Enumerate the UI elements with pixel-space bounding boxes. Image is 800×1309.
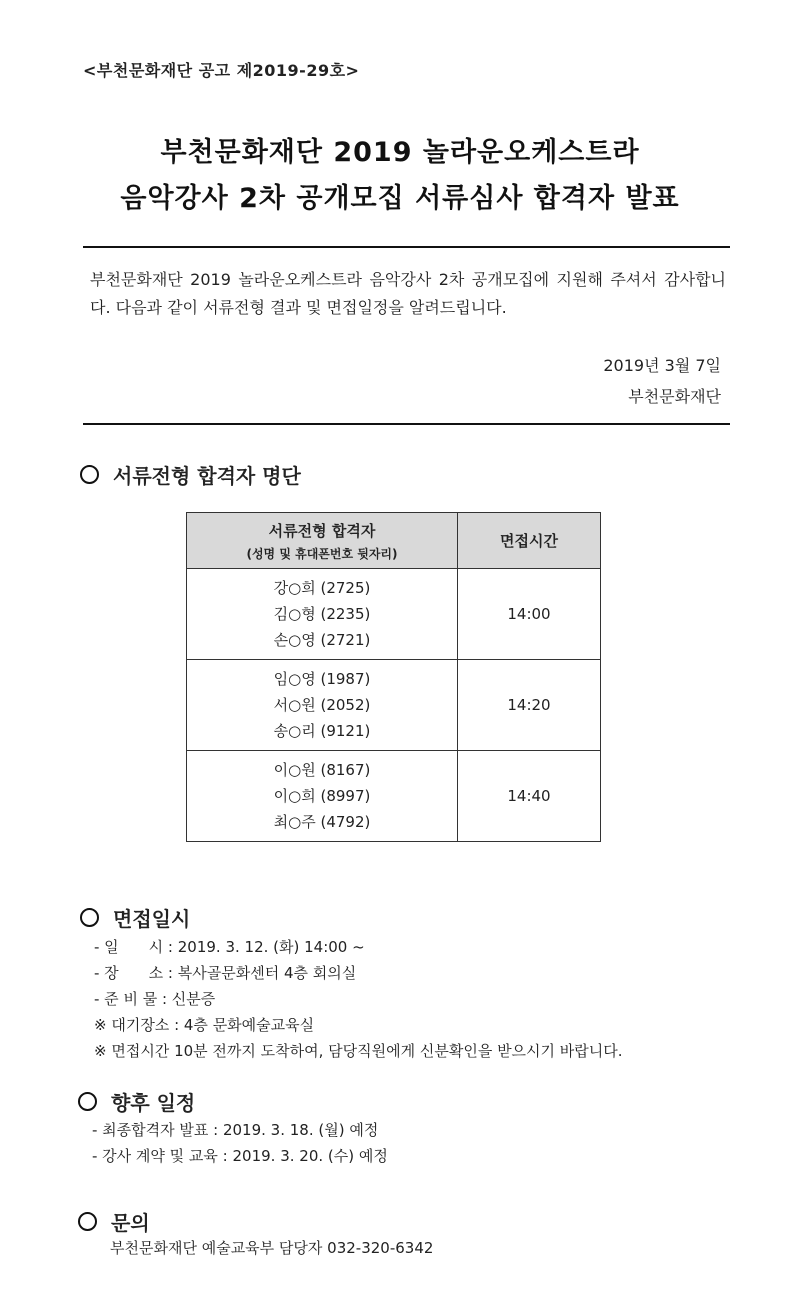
- interview-date: - 일 시 : 2019. 3. 12. (화) 14:00 ~: [94, 938, 365, 956]
- section-title: 향후 일정: [111, 1091, 196, 1115]
- circle-bullet-icon: [80, 465, 99, 484]
- passer-name: 이○원 (8167): [273, 761, 371, 779]
- interview-time-cell: 14:00: [458, 569, 601, 660]
- passer-names-cell: [187, 569, 458, 660]
- interview-place: - 장 소 : 복사골문화센터 4층 회의실: [94, 964, 357, 982]
- header-passer-label: 서류전형 합격자: [268, 521, 376, 540]
- passer-name: 이○희 (8997): [273, 787, 371, 805]
- header-interview-time: [458, 513, 601, 569]
- header-passer-sublabel: (성명 및 휴대폰번호 뒷자리): [246, 546, 398, 561]
- notice-number: <부천문화재단 공고 제2019-29호>: [83, 61, 360, 80]
- page-title-line-2: 음악강사 2차 공개모집 서류심사 합격자 발표: [120, 183, 680, 214]
- passer-names-cell: [187, 751, 458, 842]
- section-passer-list: [80, 460, 301, 489]
- organization-name: 부천문화재단: [628, 387, 721, 406]
- page-title-line-1: 부천문화재단 2019 놀라운오케스트라: [160, 137, 640, 168]
- passer-name: 강○희 (2725): [273, 579, 371, 597]
- section-title: 문의: [111, 1211, 150, 1235]
- header-time-label: 면접시간: [500, 532, 558, 550]
- table-row: [187, 751, 601, 842]
- section-interview: [80, 903, 190, 932]
- passer-name: 손○영 (2721): [273, 631, 371, 649]
- schedule-contract: - 강사 계약 및 교육 : 2019. 3. 20. (수) 예정: [92, 1147, 388, 1165]
- interview-items: - 준 비 물 : 신분증: [94, 990, 216, 1008]
- interview-time-cell: 14:40: [458, 751, 601, 842]
- table-row: [187, 569, 601, 660]
- table-header-row: [187, 513, 601, 569]
- passer-name: 서○원 (2052): [273, 696, 371, 714]
- section-contact: [78, 1207, 150, 1236]
- divider-top: [83, 246, 730, 248]
- divider-bottom: [83, 423, 730, 425]
- section-title: 서류전형 합격자 명단: [113, 464, 301, 488]
- waiting-room-note: ※ 대기장소 : 4층 문화예술교육실: [94, 1016, 315, 1034]
- intro-paragraph: 부천문화재단 2019 놀라운오케스트라 음악강사 2차 공개모집에 지원해 주셔서 감사합니다. 다음과 같이 서류전형 결과 및 면접일정을 알려드립니다.: [90, 270, 726, 317]
- announcement-date: 2019년 3월 7일: [603, 356, 721, 375]
- passer-name: 송○리 (9121): [273, 722, 371, 740]
- passer-names-cell: [187, 660, 458, 751]
- interview-time-cell: 14:20: [458, 660, 601, 751]
- passer-name: 최○주 (4792): [273, 813, 371, 831]
- circle-bullet-icon: [78, 1212, 97, 1231]
- passer-name: 임○영 (1987): [273, 670, 371, 688]
- circle-bullet-icon: [78, 1092, 97, 1111]
- circle-bullet-icon: [80, 908, 99, 927]
- schedule-final-announcement: - 최종합격자 발표 : 2019. 3. 18. (월) 예정: [92, 1121, 379, 1139]
- section-title: 면접일시: [113, 907, 191, 931]
- passer-table: [186, 512, 601, 842]
- table-row: [187, 660, 601, 751]
- arrival-note: ※ 면접시간 10분 전까지 도착하여, 담당직원에게 신분확인을 받으시기 바랍니다.: [94, 1042, 623, 1060]
- header-passer: [187, 513, 458, 569]
- section-schedule: [78, 1087, 195, 1116]
- contact-info: 부천문화재단 예술교육부 담당자 032-320-6342: [110, 1239, 434, 1257]
- passer-name: 김○형 (2235): [273, 605, 371, 623]
